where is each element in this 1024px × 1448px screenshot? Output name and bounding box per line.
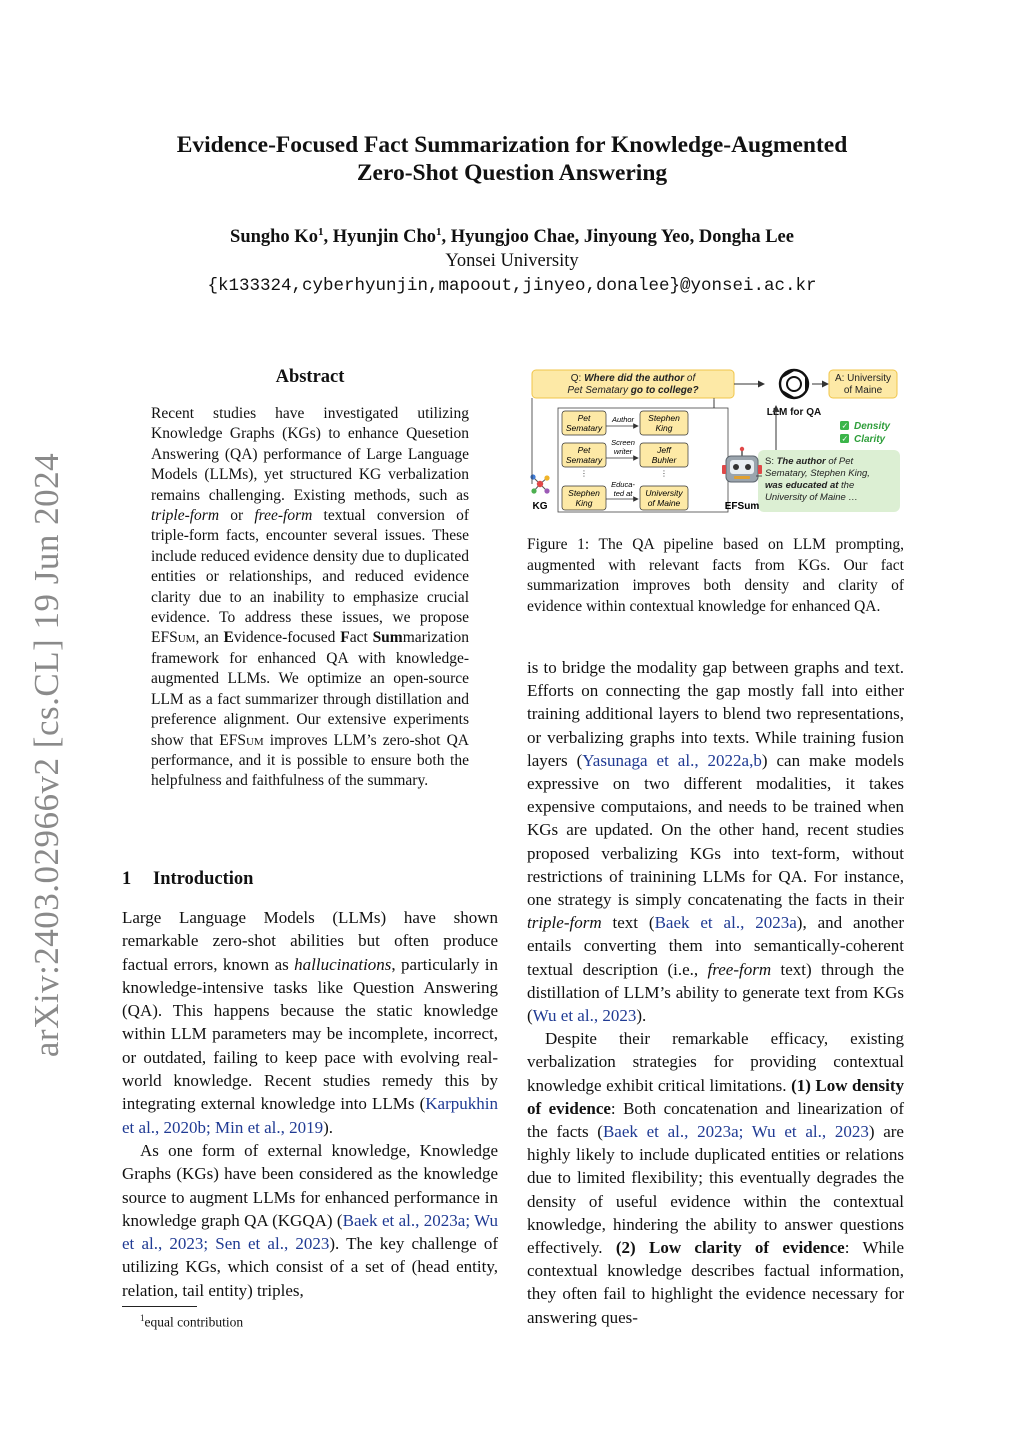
edge-educated-at-l2: ted at: [613, 489, 633, 498]
citation-link[interactable]: Yasunaga et al., 2022a,b: [582, 750, 762, 770]
intro-left-column: [122, 906, 498, 1302]
kg-graph-icon: [530, 474, 549, 493]
clarity-label: Clarity: [854, 434, 886, 445]
title-line-2: Zero-Shot Question Answering: [356, 160, 668, 186]
summary-line-1: S: The author of Pet: [765, 456, 854, 467]
footnote: $^1$equal contribution: [140, 1313, 244, 1330]
question-line-2: Pet Sematary go to college?: [567, 385, 699, 396]
intro-paragraph-2: As one form of external knowledge, Knowledge Graphs (KGs) have been considered as the knowledge source to augment LLMs for enhanced performance in knowledge graph QA (KGQA) (Baek et al., 2023a; Wu et al., 2023; Sen et al., 2023). The key challenge of utilizing KGs, which consist of a set of (head entity, relation, tail entity) triples,: [122, 1140, 498, 1300]
intro-paragraph-1: Large Language Models (LLMs) have shown remarkable zero-shot abilities but often produce factual errors, known as hallucinations, particularly in knowledge-intensive tasks like Question Answering (QA). This happens because the static knowledge within LLM parameters may be incomplete, incorrect, or outdated, failing to keep pace with evolving real-world knowledge. Recent studies remedy this by integrating external knowledge into LLMs (Karpukhin et al., 2020b; Min et al., 2019).: [122, 908, 499, 1137]
svg-text:Sematary: Sematary: [565, 455, 603, 465]
svg-text:⋮: ⋮: [580, 469, 588, 478]
density-label: Density: [854, 421, 891, 432]
figure-1-caption: Figure 1: The QA pipeline based on LLM prompting, augmented with relevant facts from KGs. Our fact summarization improves both density and clarity of evidence within contextual knowledge for enhanced QA.: [527, 536, 904, 615]
svg-text:Pet: Pet: [577, 413, 591, 423]
svg-text:King: King: [575, 498, 593, 508]
efsum-label: EFSum: [724, 501, 760, 512]
edge-author: Author: [611, 415, 635, 424]
svg-text:Buhler: Buhler: [651, 455, 677, 465]
citation-link[interactable]: Baek et al., 2023a; Wu et al., 2023: [602, 1122, 869, 1142]
abstract-text: Recent studies have investigated utilizing Knowledge Graphs (KGs) to enhance Quesetion Answering (QA) performance of Large Language Models (LLMs), yet structured KG verbalization remains challenging. Existing methods, such as triple-form or free-form textual conversion of triple-form facts, encounter several issues. These include reduced evidence density due to duplicated entities or relationships, and reduced evidence clarity due to an inability to emphasize crucial evidence. To address these issues, we propose EFSum, an Evidence-focused Fact Summarization framework for enhanced QA with knowledge-augmented LLMs. We optimize an open-source LLM as a fact summarizer through distillation and preference alignment. Our extensive experiments show that EFSum improves LLM’s zero-shot QA performance, and it is possible to ensure both the helpfulness and faithfulness of the summary.: [151, 405, 469, 790]
svg-text:Pet: Pet: [577, 445, 591, 455]
arxiv-side-stamp: arXiv:2403.02966v2 [cs.CL] 19 Jun 2024: [27, 452, 67, 1058]
summary-line-2: Sematary, Stephen King,: [765, 468, 870, 479]
author-1-mark: 1: [317, 226, 324, 238]
figure-1: [526, 366, 906, 516]
edge-screenwriter-l1: Screen: [611, 438, 635, 447]
section-heading-introduction: 1 Introduction: [122, 869, 254, 889]
citation-link[interactable]: Wu et al., 2023: [532, 1006, 637, 1026]
author-emails: {k133324,cyberhyunjin,mapoout,jinyeo,donalee}@yonsei.ac.kr: [207, 276, 817, 296]
svg-text:⋮: ⋮: [660, 469, 668, 478]
svg-text:✓: ✓: [841, 421, 849, 431]
summary-line-4: University of Maine …: [765, 492, 858, 503]
answer-line-2: of Maine: [843, 385, 883, 396]
kg-label: KG: [532, 501, 548, 512]
intro-paragraph-3: is to bridge the modality gap between graphs and text. Efforts on connecting the gap mostly fall into either training additional layers to blend two representations, or verbalizing graphs into texts. While training fusion layers (Yasunaga et al., 2022a,b) can make models expressive on two different modalities, it takes expensive computaions, and needs to be trained when KGs are updated. On the other hand, recent studies proposed verbalizing KGs into text-form, without restrictions of trainining LLMs for QA. For instance, one strategy is simply concatenating the facts in their triple-form text (Baek et al., 2023a), and another entails converting them into semantically-coherent textual description (i.e., free-form text) through the distillation of LLM’s ability to generate text from KGs (Wu et al., 2023).: [527, 658, 905, 1026]
svg-text:✓: ✓: [841, 434, 849, 444]
other-authors: , Hyungjoo Chae, Jinyoung Yeo, Dongha Lee: [441, 227, 794, 248]
title-line-1: Evidence-Focused Fact Summarization for Knowledge-Augmented: [176, 132, 848, 158]
citation-link[interactable]: Baek et al., 2023a: [654, 913, 797, 933]
affiliation: Yonsei University: [445, 251, 579, 271]
answer-line-1: A: University: [834, 373, 892, 384]
edge-educated-at-l1: Educa-: [611, 480, 635, 489]
openai-logo-icon: [780, 370, 808, 398]
llm-for-qa-label: LLM for QA: [766, 407, 822, 418]
svg-text:of Maine: of Maine: [647, 498, 681, 508]
qa-pipeline-diagram: [526, 366, 906, 516]
citation-link[interactable]: Karpukhin et al., 2020b; Min et al., 2019: [122, 1094, 498, 1137]
author-2: , Hyunjin Cho: [323, 227, 437, 248]
question-line-1: Q: Where did the author of: [570, 373, 696, 384]
edge-screenwriter-l2: writer: [613, 447, 633, 456]
author-2-mark: 1: [436, 226, 442, 238]
paper-title: [110, 131, 914, 187]
footnote-rule: [122, 1306, 197, 1307]
summary-line-3: was educated at the: [765, 480, 855, 491]
svg-text:Stephen: Stephen: [648, 413, 680, 423]
svg-text:Stephen: Stephen: [568, 488, 600, 498]
svg-text:King: King: [655, 423, 673, 433]
author-1: Sungho Ko: [230, 227, 318, 248]
svg-text:University: University: [645, 488, 683, 498]
author-list: [110, 226, 914, 248]
svg-text:Sematary: Sematary: [565, 423, 603, 433]
intro-right-column: [527, 656, 904, 1329]
abstract-heading: Abstract: [275, 367, 345, 387]
intro-paragraph-4: Despite their remarkable efficacy, existing verbalization strategies for providing contextual knowledge exhibit critical limitations. (1) Low density of evidence: Both concatenation and linearization of the facts (Baek et al., 2023a; Wu et al., 2023) are highly likely to include duplicated entities or relations due to limited flexibility; this eventually degrades the density of useful evidence within the contextual knowledge, hindering the ability to answer questions effectively. (2) Low clarity of evidence: While contextual knowledge describes factual information, they often fail to highlight the evidence necessary for answering ques-: [527, 1029, 905, 1327]
citation-link[interactable]: Baek et al., 2023a; Wu et al., 2023; Sen et al., 2023: [122, 1210, 498, 1254]
svg-text:Jeff: Jeff: [657, 445, 671, 455]
